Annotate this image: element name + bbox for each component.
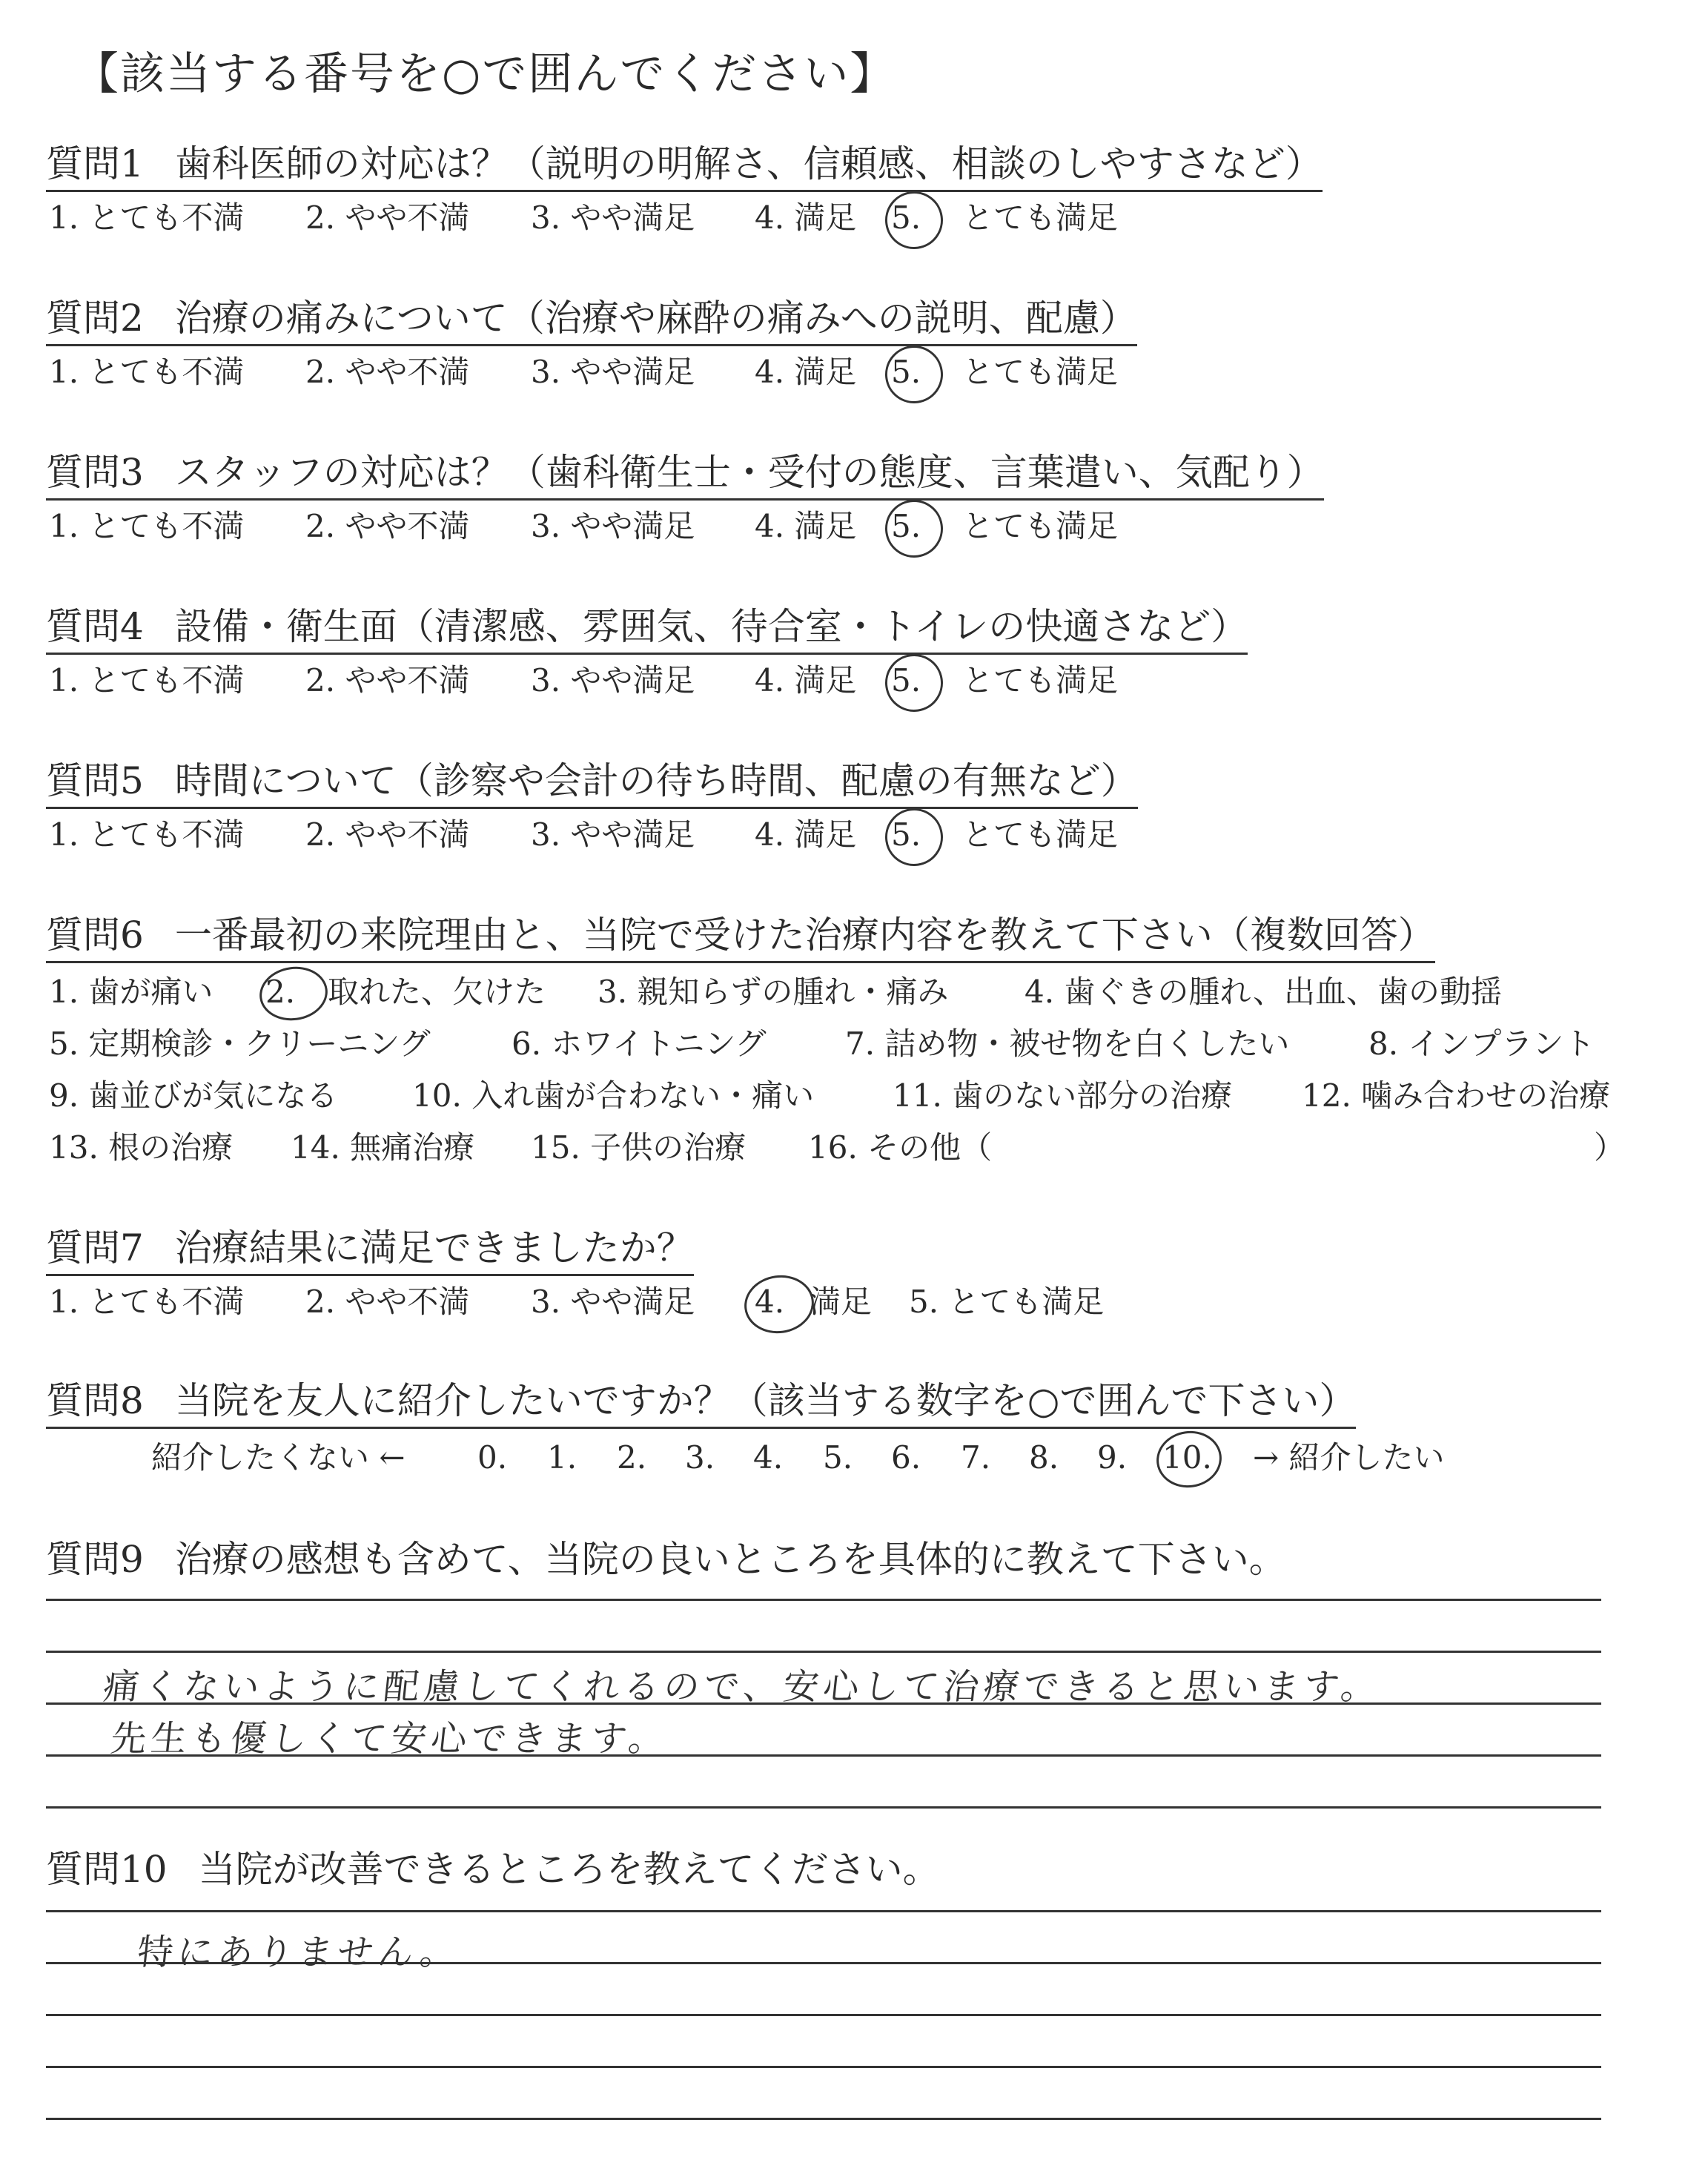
q6-option-6[interactable]: 6. ホワイトニング xyxy=(512,1025,767,1062)
q6-option-3[interactable]: 3. 親知らずの腫れ・痛み xyxy=(598,974,949,1010)
q2-option-5-text: とても満足 xyxy=(962,354,1119,390)
q1-option-3[interactable]: 3. やや満足 xyxy=(531,199,695,236)
q4-option-2[interactable]: 2. やや不満 xyxy=(305,662,470,698)
question-2-heading xyxy=(46,295,1137,346)
q8-option-9[interactable]: 9. xyxy=(1097,1439,1128,1476)
q6-option-13[interactable]: 13. 根の治療 xyxy=(49,1129,234,1166)
q8-option-8[interactable]: 8. xyxy=(1029,1439,1059,1476)
question-6-text: 一番最初の来院理由と、当院で受けた治療内容を教えて下さい（複数回答） xyxy=(174,914,1435,957)
question-7-text: 治療結果に満足できましたか？ xyxy=(174,1226,694,1269)
q8-option-10[interactable]: 10. xyxy=(1162,1439,1212,1476)
question-1-heading xyxy=(46,141,1323,192)
q2-option-1[interactable]: 1. とても不満 xyxy=(49,354,245,390)
q5-option-5-text: とても満足 xyxy=(962,816,1119,853)
question-8-text: 当院を友人に紹介したいですか？（該当する数字を○で囲んで下さい） xyxy=(174,1379,1357,1422)
question-10 xyxy=(46,1846,940,1895)
question-9-heading xyxy=(46,1536,1286,1585)
question-2-text: 治療の痛みについて（治療や麻酔の痛みへの説明、配慮） xyxy=(174,297,1137,340)
q1-option-1[interactable]: 1. とても不満 xyxy=(49,199,245,236)
q3-option-3[interactable]: 3. やや満足 xyxy=(531,508,695,544)
q6-option-2[interactable]: 2. xyxy=(265,974,296,1010)
question-1-text: 歯科医師の対応は？（説明の明解さ、信頼感、相談のしやすさなど） xyxy=(174,142,1323,185)
q9-answer-line-1 xyxy=(46,1599,1601,1601)
q4-option-1[interactable]: 1. とても不満 xyxy=(49,662,245,698)
q2-option-3[interactable]: 3. やや満足 xyxy=(531,354,695,390)
q9-answer-line-2 xyxy=(46,1651,1601,1653)
question-3-heading xyxy=(46,449,1324,501)
q10-answer-line-1 xyxy=(46,1910,1601,1912)
question-8-heading xyxy=(46,1378,1356,1429)
q6-option-2-text: 取れた、欠けた xyxy=(328,974,546,1010)
question-8-label: 質問8 xyxy=(46,1379,144,1422)
question-10-heading xyxy=(46,1846,940,1895)
q2-option-4[interactable]: 4. 満足 xyxy=(755,354,857,390)
q9-handwritten-answer-1: 痛くないように配慮してくれるので、安心して治療できると思います。 xyxy=(101,1666,1383,1708)
q6-option-7[interactable]: 7. 詰め物・被せ物を白くしたい xyxy=(845,1025,1290,1062)
form-title: 【該当する番号を○で囲んでください】 xyxy=(74,48,896,100)
question-4 xyxy=(46,604,1248,655)
q6-option-1[interactable]: 1. 歯が痛い xyxy=(49,974,214,1010)
q3-option-2[interactable]: 2. やや不満 xyxy=(305,508,470,544)
q6-option-12[interactable]: 12. 噛み合わせの治療 xyxy=(1302,1077,1611,1114)
question-4-label: 質問4 xyxy=(46,605,144,648)
question-7-heading xyxy=(46,1225,694,1276)
q10-answer-line-4 xyxy=(46,2066,1601,2068)
q7-option-4-text: 満足 xyxy=(810,1284,873,1320)
question-5-heading xyxy=(46,758,1138,809)
q10-answer-line-5 xyxy=(46,2118,1601,2120)
q7-option-2[interactable]: 2. やや不満 xyxy=(305,1284,470,1320)
question-10-label: 質問10 xyxy=(46,1848,168,1891)
q2-option-2[interactable]: 2. やや不満 xyxy=(305,354,470,390)
q1-option-5-text: とても満足 xyxy=(962,199,1119,236)
q8-option-6[interactable]: 6. xyxy=(891,1439,921,1476)
question-5 xyxy=(46,758,1138,809)
question-9-label: 質問9 xyxy=(46,1538,144,1581)
question-10-text: 当院が改善できるところを教えてください。 xyxy=(198,1848,940,1891)
q9-answer-line-5 xyxy=(46,1806,1601,1809)
q3-option-5-text: とても満足 xyxy=(962,508,1119,544)
question-1-label: 質問1 xyxy=(46,142,144,185)
q8-option-0[interactable]: 0. xyxy=(477,1439,508,1476)
q6-option-11[interactable]: 11. 歯のない部分の治療 xyxy=(893,1077,1233,1114)
q8-option-3[interactable]: 3. xyxy=(685,1439,715,1476)
question-5-label: 質問5 xyxy=(46,759,144,802)
question-5-text: 時間について（診察や会計の待ち時間、配慮の有無など） xyxy=(174,759,1138,802)
q8-option-5[interactable]: 5. xyxy=(823,1439,853,1476)
question-3-text: スタッフの対応は？（歯科衛生士・受付の態度、言葉遣い、気配り） xyxy=(174,451,1324,494)
q3-option-4[interactable]: 4. 満足 xyxy=(755,508,857,544)
q6-option-9[interactable]: 9. 歯並びが気になる xyxy=(49,1077,338,1114)
q7-option-3[interactable]: 3. やや満足 xyxy=(531,1284,695,1320)
q4-option-5[interactable]: 5. xyxy=(891,662,921,698)
q7-selection-circle xyxy=(741,1271,818,1338)
q3-option-5[interactable]: 5. xyxy=(891,508,921,544)
q4-option-4[interactable]: 4. 満足 xyxy=(755,662,857,698)
q8-option-7[interactable]: 7. xyxy=(961,1439,991,1476)
question-3-label: 質問3 xyxy=(46,451,144,494)
q9-handwritten-answer-2: 先生も優しくて安心できます。 xyxy=(108,1718,671,1760)
question-6-label: 質問6 xyxy=(46,914,144,957)
q6-option-14[interactable]: 14. 無痛治療 xyxy=(291,1129,475,1166)
question-6-heading xyxy=(46,912,1435,963)
q6-option-8[interactable]: 8. インプラント xyxy=(1368,1025,1595,1062)
question-9-text: 治療の感想も含めて、当院の良いところを具体的に教えて下さい。 xyxy=(174,1538,1286,1581)
q8-left-label: 紹介したくない ← xyxy=(151,1439,406,1476)
q6-option-5[interactable]: 5. 定期検診・クリーニング xyxy=(49,1025,431,1062)
question-1 xyxy=(46,141,1323,192)
q10-handwritten-answer: 特にありません。 xyxy=(135,1932,463,1973)
question-2-label: 質問2 xyxy=(46,297,144,340)
q4-option-5-text: とても満足 xyxy=(962,662,1119,698)
q8-option-4[interactable]: 4. xyxy=(753,1439,784,1476)
q6-option-15[interactable]: 15. 子供の治療 xyxy=(531,1129,747,1166)
q8-option-2[interactable]: 2. xyxy=(617,1439,647,1476)
q1-option-4[interactable]: 4. 満足 xyxy=(755,199,857,236)
question-2 xyxy=(46,295,1137,346)
q5-option-5[interactable]: 5. xyxy=(891,816,921,853)
q5-option-3[interactable]: 3. やや満足 xyxy=(531,816,695,853)
q7-option-1[interactable]: 1. とても不満 xyxy=(49,1284,245,1320)
q2-option-5[interactable]: 5. xyxy=(891,354,921,390)
q3-option-1[interactable]: 1. とても不満 xyxy=(49,508,245,544)
question-7 xyxy=(46,1225,694,1276)
q1-option-2[interactable]: 2. やや不満 xyxy=(305,199,470,236)
question-3 xyxy=(46,449,1324,501)
question-6 xyxy=(46,912,1435,963)
q1-option-5[interactable]: 5. xyxy=(891,199,921,236)
q6-option-16-close: ） xyxy=(1594,1129,1626,1166)
question-4-text: 設備・衛生面（清潔感、雰囲気、待合室・トイレの快適さなど） xyxy=(174,605,1248,648)
q6-option-4[interactable]: 4. 歯ぐきの腫れ、出血、歯の動揺 xyxy=(1025,974,1502,1010)
q10-answer-line-3 xyxy=(46,2014,1601,2016)
q8-option-1[interactable]: 1. xyxy=(547,1439,577,1476)
q5-option-4[interactable]: 4. 満足 xyxy=(755,816,857,853)
q6-option-10[interactable]: 10. 入れ歯が合わない・痛い xyxy=(412,1077,815,1114)
question-7-label: 質問7 xyxy=(46,1226,144,1269)
q4-option-3[interactable]: 3. やや満足 xyxy=(531,662,695,698)
question-8 xyxy=(46,1378,1356,1429)
question-9 xyxy=(46,1536,1286,1585)
q5-option-1[interactable]: 1. とても不満 xyxy=(49,816,245,853)
q6-option-16[interactable]: 16. その他（ xyxy=(808,1129,993,1166)
q7-option-5[interactable]: 5. とても満足 xyxy=(909,1284,1105,1320)
question-4-heading xyxy=(46,604,1248,655)
q5-option-2[interactable]: 2. やや不満 xyxy=(305,816,470,853)
q8-right-label: → 紹介したい xyxy=(1253,1439,1445,1476)
q7-option-4[interactable]: 4. xyxy=(755,1284,785,1320)
